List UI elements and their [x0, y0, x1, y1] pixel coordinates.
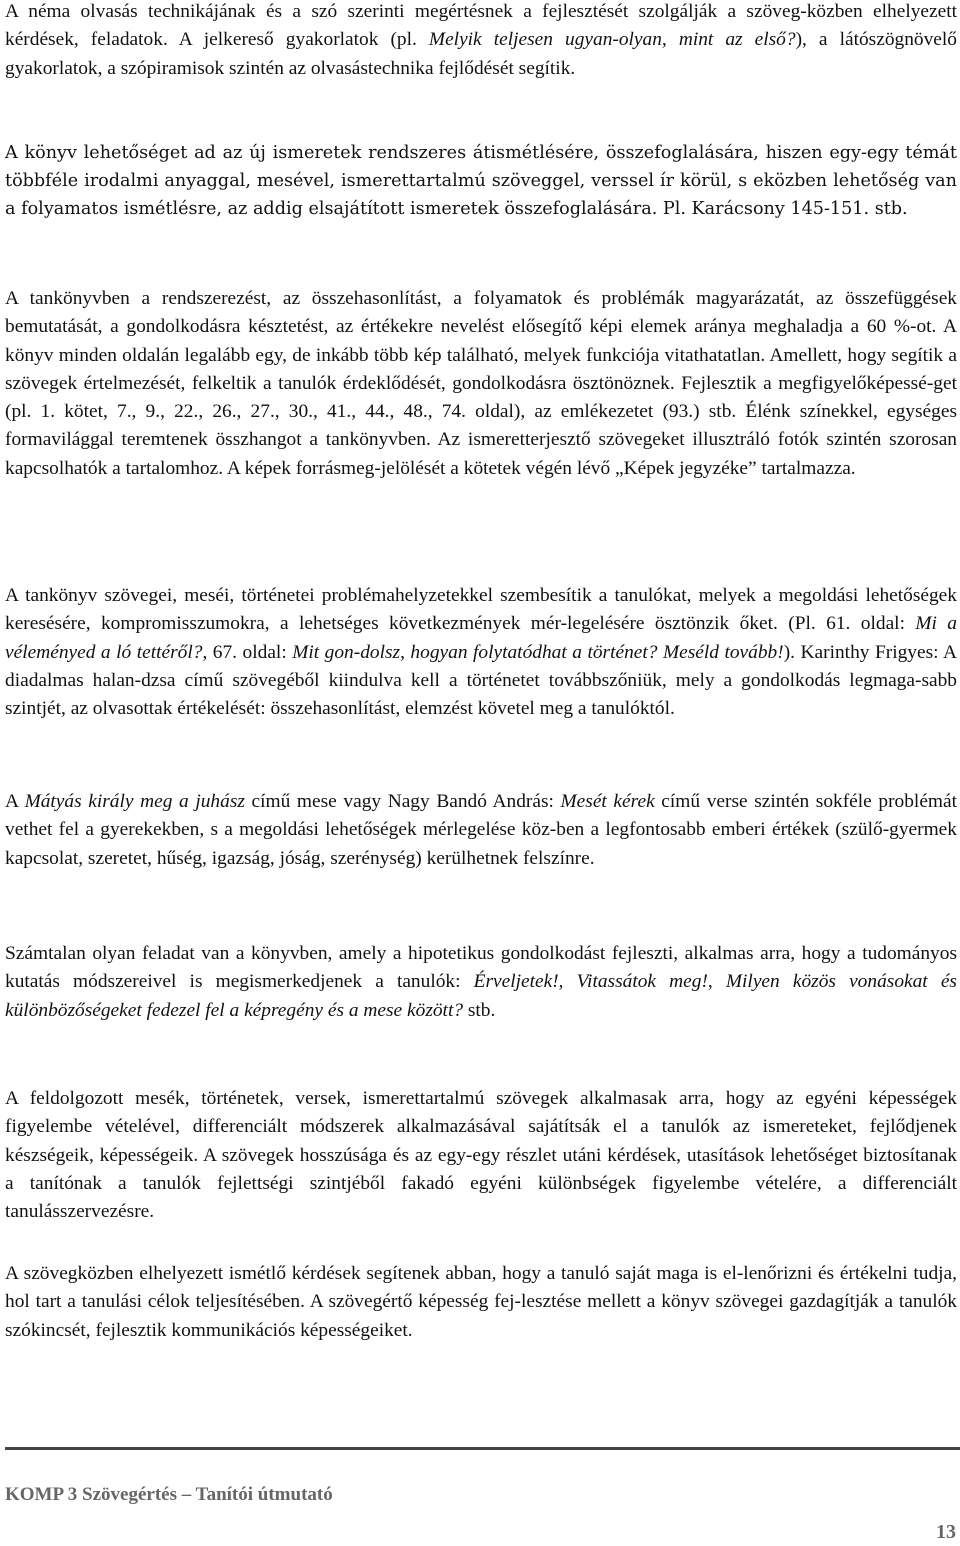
text-run: A néma olvasás technikájának és a szó szerinti megértésnek a fejlesztését szolgálják a szöveg-közben elhelyezett kérdések, feladatok. A jelkereső gyakorlatok (pl. — [5, 1, 957, 51]
text-run: stb. — [463, 999, 496, 1021]
text-run: , 67. oldal: — [202, 641, 293, 663]
italic-phrase: Vitassátok meg! — [576, 971, 708, 993]
text-run: A — [5, 791, 25, 812]
paragraph-visual-elements — [5, 285, 957, 483]
paragraph-human-values — [5, 788, 957, 873]
paragraph-self-check — [5, 1260, 957, 1345]
text-run: A szövegközben elhelyezett ismétlő kérdések segítenek abban, hogy a tanuló saját maga is el-lenőrizni és értékelni tudja, hol tart a tanulási célok teljesítésében. A szövegértő képesség fej-lesztése mellett a könyv szövegei gazdagítják a tanulók szókincsét, fejlesztik kommunikációs képességeiket. — [5, 1263, 957, 1341]
footer-title: KOMP 3 Szövegértés – Tanítói útmutató — [5, 1484, 333, 1505]
italic-phrase: Érveljetek! — [473, 971, 559, 993]
text-run: , — [707, 971, 726, 993]
italic-phrase: Melyik teljesen ugyan-olyan, mint az első? — [428, 29, 796, 51]
text-run: Számtalan olyan feladat van a könyvben, amely a hipotetikus gondolkodást fejleszti, alkalmas arra, hogy a tudományos kutatás módszereivel is megismerkedjenek a tanulók: — [5, 943, 957, 993]
paragraph-problem-situations — [5, 582, 957, 723]
text-run: A feldolgozott mesék, történetek, versek, ismerettartalmú szövegek alkalmasak arra, hogy az egyéni képességek figyelembe vételével, differenciált módszerek alkalmazásával sajátítsák el a tanulók az ismereteket, fejlődjenek készségeik, képességeik. A szövegek hosszúsága és az egy-egy részlet utáni kérdések, utasítások lehetőséget biztosítanak a tanítónak a tanulók fejlettségi szintjéből fakadó egyéni különbségek figyelembe vételére, a differenciált tanulásszervezésre. — [5, 1088, 957, 1223]
paragraph-differentiation — [5, 1085, 957, 1226]
text-run: című mese vagy Nagy Bandó András: — [244, 791, 561, 812]
text-run: A könyv lehetőséget ad az új ismeretek rendszeres átismétlésére, összefoglalására, hiszen egy-egy témát többféle irodalmi anyaggal, mesével, ismerettartalmú szöveggel, verssel ír körül, s eközben lehetőség van a folyamatos ismétlésre, az addig elsajátított ismeretek összefoglalására. Pl. Karácsony 145-151. stb. — [5, 143, 957, 220]
text-run: , — [558, 971, 577, 993]
italic-phrase: Mit gon-dolsz, hogyan folytatódhat a történet? Meséld tovább! — [292, 641, 784, 663]
footer-divider — [5, 1447, 960, 1450]
page-number: 13 — [936, 1521, 956, 1543]
italic-phrase: Milyen közös vonásokat és különbözőségeket fedezel fel a képregény és a mese között? — [5, 971, 957, 1021]
text-run: A tankönyvben a rendszerezést, az összehasonlítást, a folyamatok és problémák magyarázatát, az összefüggések bemutatását, a gondolkodásra késztetést, az értékekre nevelést elősegítő képi elemek aránya meghaladja a 60 %-ot. A könyv minden oldalán legalább egy, de inkább több kép található, melyek funkciója vitathatatlan. Amellett, hogy segítik a szövegek értelmezését, felkeltik a tanulók érdeklődését, gondolkodásra ösztönöznek. Fejlesztik a megfigyelőképessé-get (pl. 1. kötet, 7., 9., 22., 26., 27., 30., 41., 44., 48., 74. oldal), az emlékezetet (93.) stb. Élénk színekkel, egységes formavilággal teremtenek összhangot a tankönyvben. Az ismeretterjesztő szövegeket illusztráló fotók szintén szorosan kapcsolhatók a tartalomhoz. A képek forrásmeg-jelölését a kötetek végén lévő „Képek jegyzéke” tartalmazza. — [5, 288, 957, 479]
paragraph-silent-reading — [5, 0, 957, 83]
italic-phrase: Mi a véleményed a ló tettéről? — [5, 613, 957, 663]
text-run: A tankönyv szövegei, meséi, történetei problémahelyzetekkel szembesítik a tanulókat, melyek a megoldási lehetőségek keresésére, kompromisszumokra, a lehetséges következmények mér-legelésére ösztönzik őket. (Pl. 61. oldal: — [5, 585, 957, 635]
italic-phrase: Mesét kérek — [560, 791, 655, 812]
paragraph-hypothetical-thinking — [5, 940, 957, 1025]
paragraph-repetition — [5, 139, 957, 224]
text-run: ). Karinthy Frigyes: A diadalmas halan-dzsa című szövegéből kiindulva kell a történetet továbbszőniük, mely a gondolkodás legmaga-sabb szintjét, az olvasottak értékelését: összehasonlítást, elemzést követel meg a tanulóktól. — [5, 641, 957, 720]
text-run: című verse szintén sokféle problémát vethet fel a gyerekekben, s a megoldási lehetőségek mérlegelése köz-ben a legfontosabb emberi értékek (szülő-gyermek kapcsolat, szeretet, hűség, igazság, jóság, szerénység) kerülhetnek felszínre. — [5, 791, 957, 869]
italic-phrase: Mátyás király meg a juhász — [24, 791, 245, 812]
text-run: ), a látószögnövelő gyakorlatok, a szópiramisok szintén az olvasástechnika fejlődését segítik. — [5, 29, 957, 79]
